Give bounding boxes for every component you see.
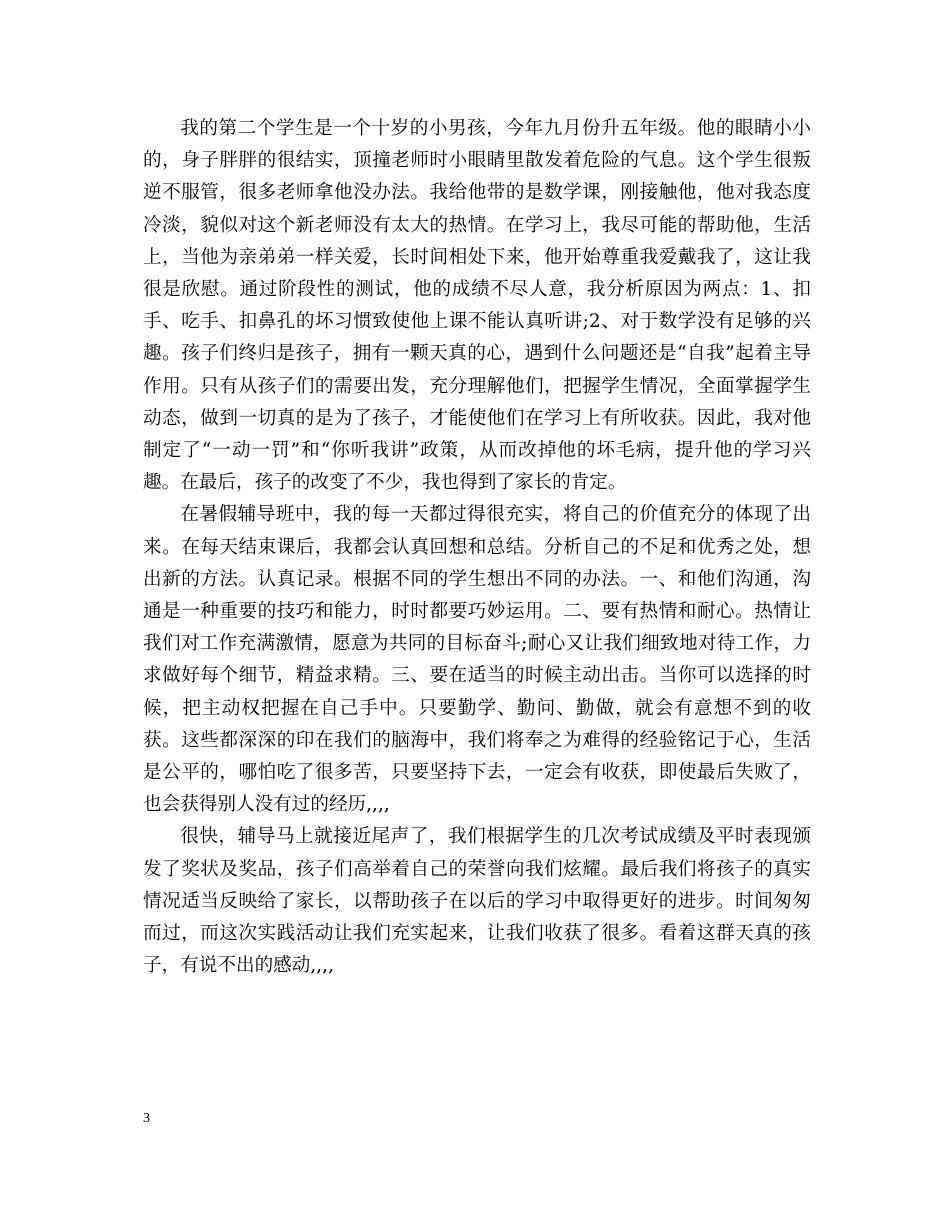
page-number: 3	[143, 1111, 150, 1126]
paragraph-summer-class: 在暑假辅导班中，我的每一天都过得很充实，将自己的价值充分的体现了出来。在每天结束课后，我都会认真回想和总结。分析自己的不足和优秀之处，想出新的方法。认真记录。根据不同的学生想出不同的办法。一、和他们沟通，沟通是一种重要的技巧和能力，时时都要巧妙运用。二、要有热情和耐心。热情让我们对工作充满激情，愿意为共同的目标奋斗;耐心又让我们细致地对待工作，力求做好每个细节，精益求精。三、要在适当的时候主动出击。当你可以选择的时候，把主动权把握在自己手中。只要勤学、勤问、勤做，就会有意想不到的收获。这些都深深的印在我们的脑海中，我们将奉之为难得的经验铭记于心，生活是公平的，哪怕吃了很多苦，只要坚持下去，一定会有收获，即使最后失败了，也会获得别人没有过的经历,,,,	[143, 504, 811, 816]
document-body	[143, 113, 811, 982]
paragraph-first-student: 我的第二个学生是一个十岁的小男孩，今年九月份升五年级。他的眼睛小小的，身子胖胖的很结实，顶撞老师时小眼睛里散发着危险的气息。这个学生很叛逆不服管，很多老师拿他没办法。我给他带的是数学课，刚接触他，他对我态度冷淡，貌似对这个新老师没有太大的热情。在学习上，我尽可能的帮助他，生活上，当他为亲弟弟一样关爱，长时间相处下来，他开始尊重我爱戴我了，这让我很是欣慰。通过阶段性的测试，他的成绩不尽人意，我分析原因为两点：1、扣手、吃手、扣鼻孔的坏习惯致使他上课不能认真听讲;2、对于数学没有足够的兴趣。孩子们终归是孩子，拥有一颗天真的心，遇到什么问题还是“自我”起着主导作用。只有从孩子们的需要出发，充分理解他们，把握学生情况，全面掌握学生动态，做到一切真的是为了孩子，才能使他们在学习上有所收获。因此，我对他制定了“一动一罚”和“你听我讲”政策，从而改掉他的坏毛病，提升他的学习兴趣。在最后，孩子的改变了不少，我也得到了家长的肯定。	[143, 118, 811, 494]
paragraph-ending: 很快，辅导马上就接近尾声了，我们根据学生的几次考试成绩及平时表现颁发了奖状及奖品，孩子们高举着自己的荣誉向我们炫耀。最后我们将孩子的真实情况适当反映给了家长，以帮助孩子在以后的学习中取得更好的进步。时间匆匆而过，而这次实践活动让我们充实起来，让我们收获了很多。看着这群天真的孩子，有说不出的感动,,,,	[143, 826, 811, 977]
